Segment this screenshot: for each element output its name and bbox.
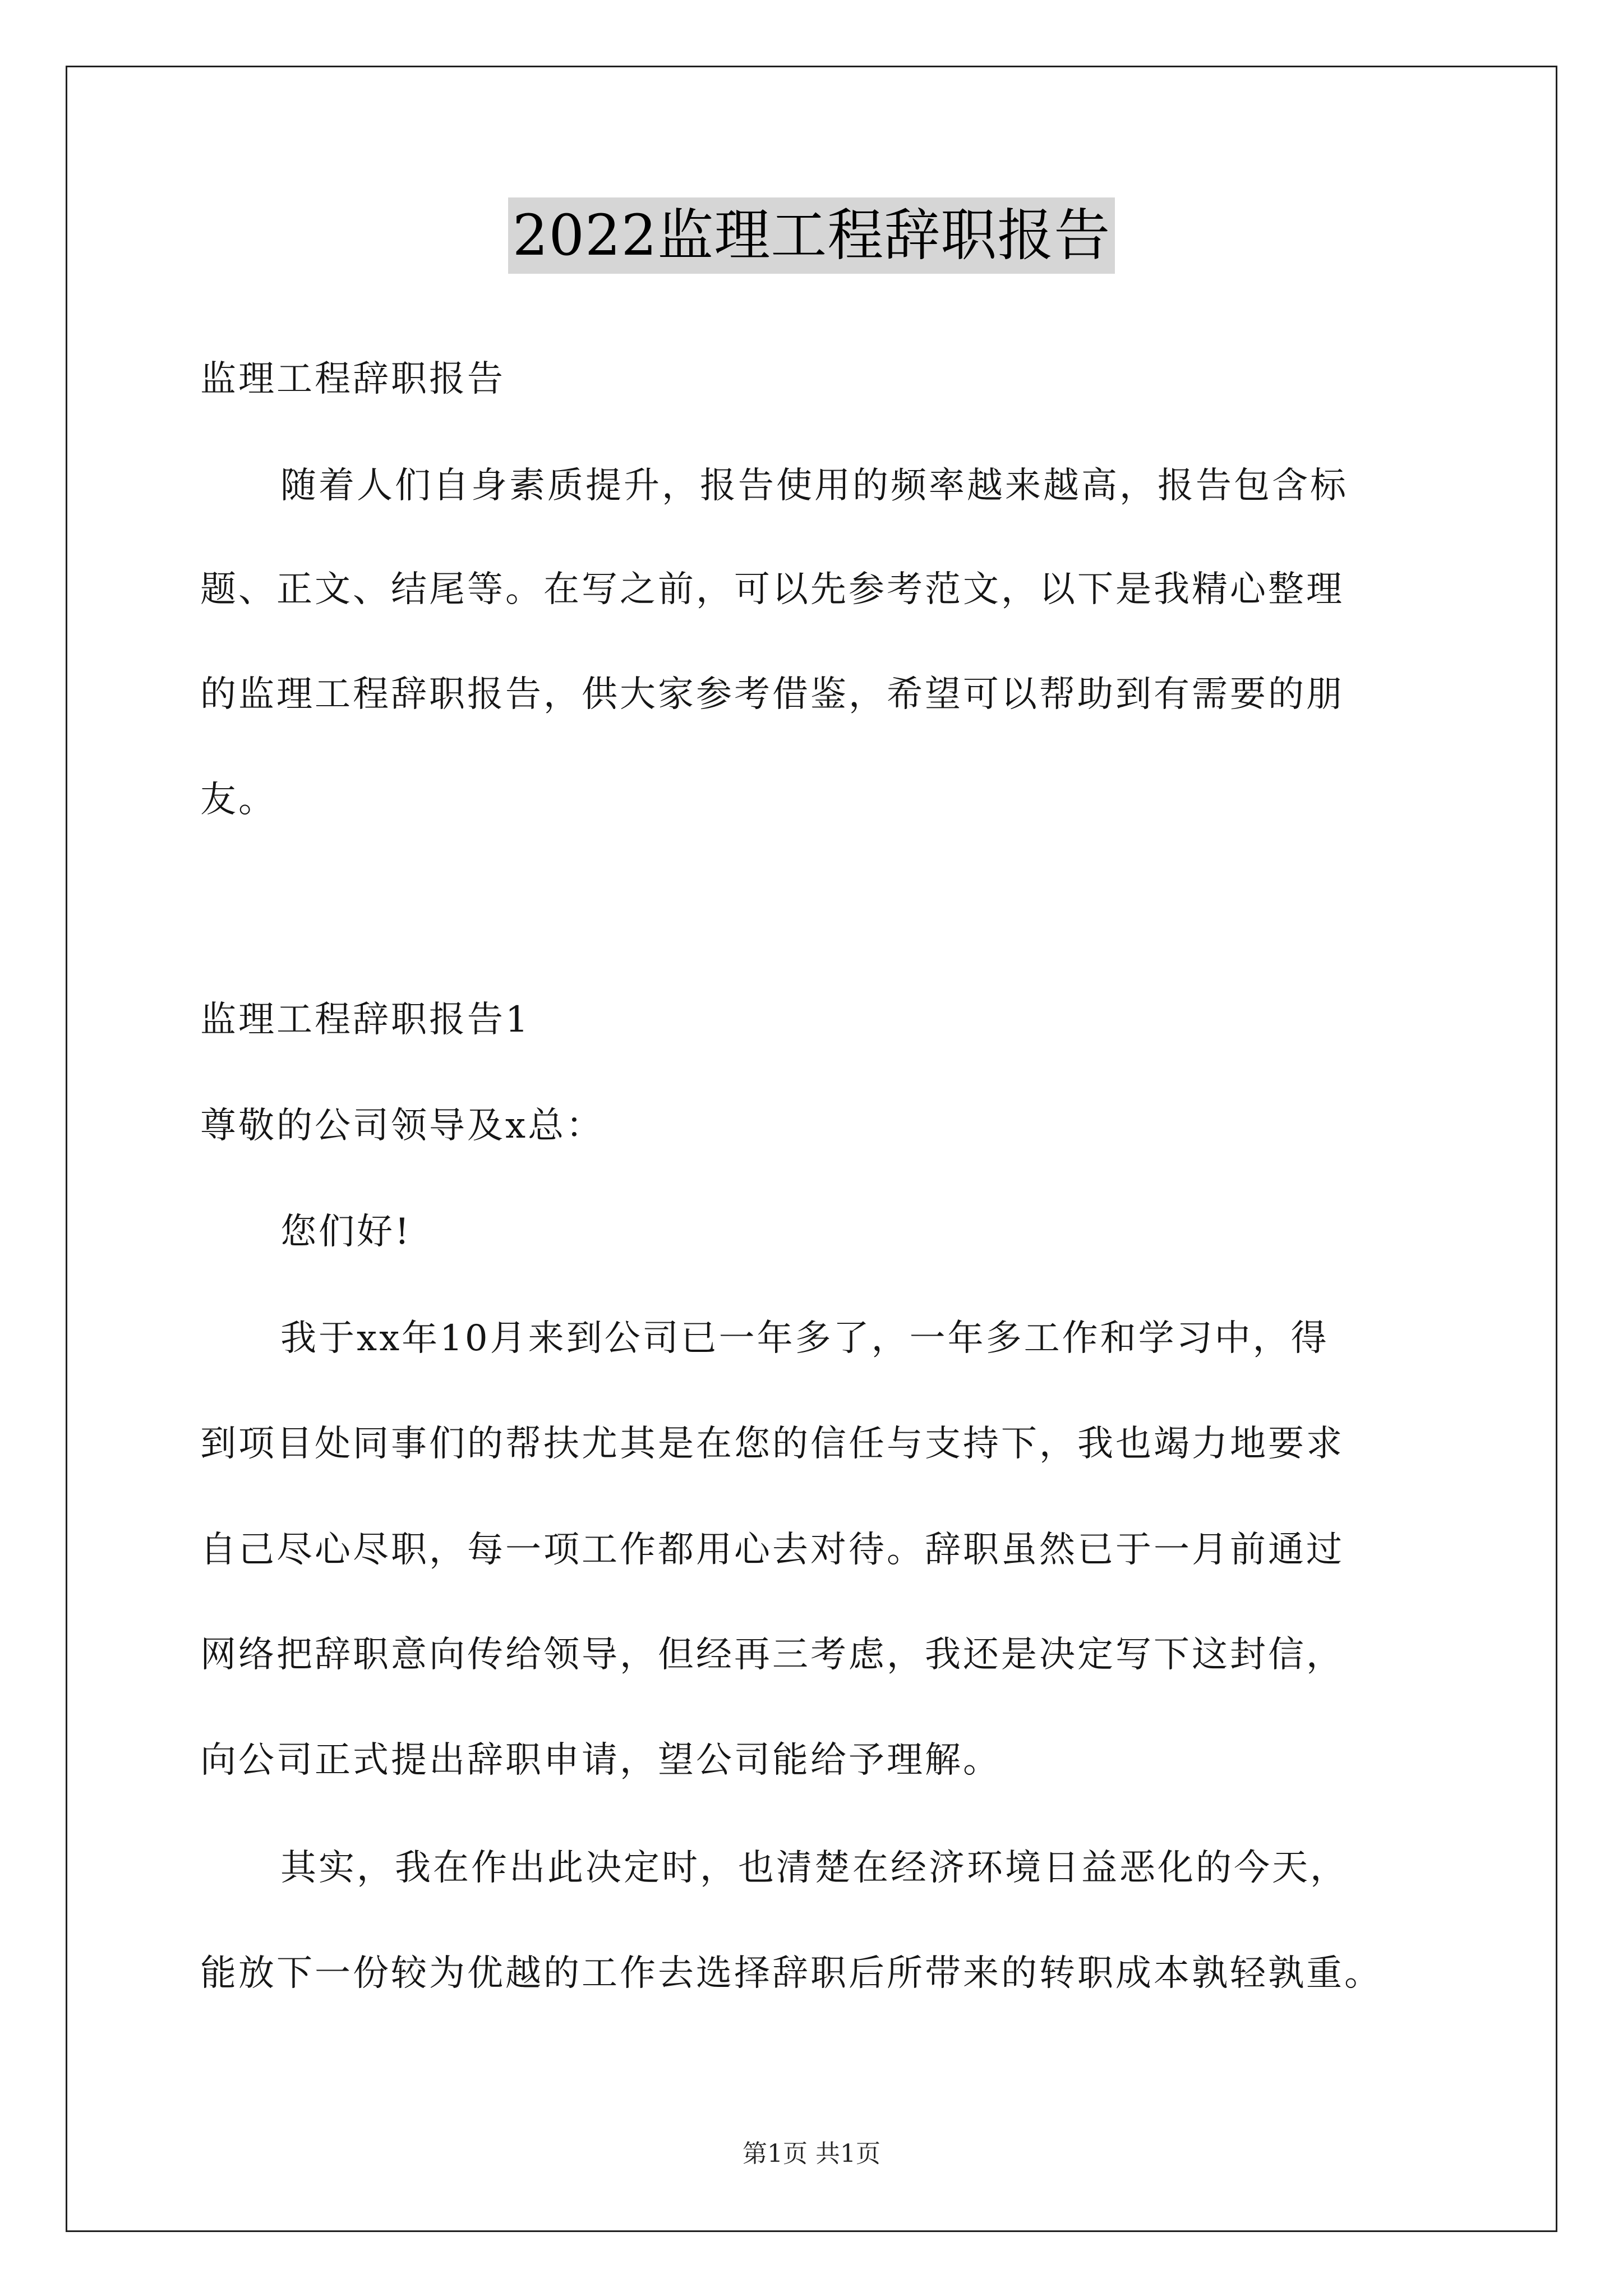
intro-line-1: 随着人们自身素质提升，报告使用的频率越来越高，报告包含标 — [280, 465, 1348, 507]
intro-line-2: 题、正文、结尾等。在写之前，可以先参考范文，以下是我精心整理 — [200, 569, 1344, 610]
paragraph1-line-5: 向公司正式提出辞职申请，望公司能给予理解。 — [200, 1740, 1001, 1781]
paragraph1-line-3: 自己尽心尽职，每一项工作都用心去对待。辞职虽然已于一月前通过 — [200, 1529, 1344, 1571]
subtitle: 监理工程辞职报告 — [200, 358, 505, 400]
salutation: 尊敬的公司领导及x总： — [200, 1105, 605, 1147]
page-footer: 第1页 共1页 — [743, 2139, 880, 2168]
document-title: 2022监理工程辞职报告 — [508, 197, 1115, 274]
section-heading: 监理工程辞职报告1 — [200, 999, 531, 1041]
paragraph1-line-4: 网络把辞职意向传给领导，但经再三考虑，我还是决定写下这封信， — [200, 1634, 1344, 1676]
paragraph1-line-2: 到项目处同事们的帮扶尤其是在您的信任与支持下，我也竭力地要求 — [200, 1423, 1344, 1465]
greeting: 您们好! — [280, 1211, 412, 1253]
paragraph2-line-1: 其实，我在作出此决定时，也清楚在经济环境日益恶化的今天， — [280, 1847, 1348, 1889]
intro-line-4: 友。 — [200, 779, 276, 821]
paragraph2-line-2: 能放下一份较为优越的工作去选择辞职后所带来的转职成本孰轻孰重。 — [200, 1953, 1382, 1994]
intro-line-3: 的监理工程辞职报告，供大家参考借鉴，希望可以帮助到有需要的朋 — [200, 674, 1344, 715]
paragraph1-line-1: 我于xx年10月来到公司已一年多了，一年多工作和学习中，得 — [280, 1318, 1329, 1359]
title-block — [0, 197, 1623, 274]
